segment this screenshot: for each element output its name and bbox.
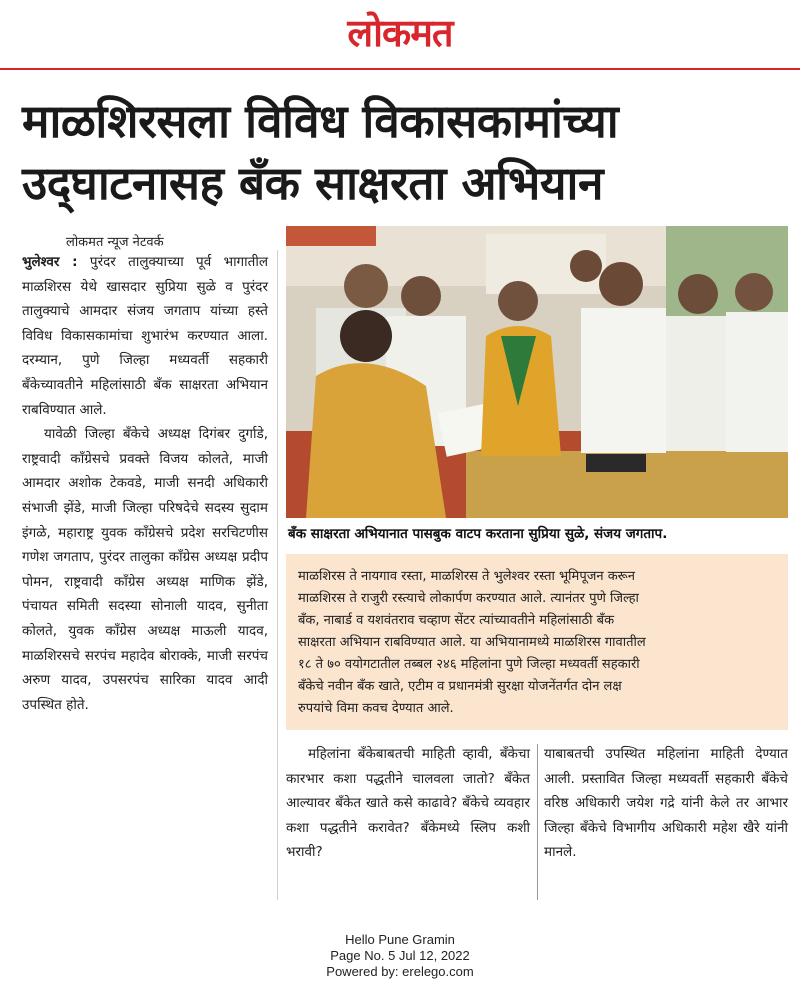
article-paragraph-1 bbox=[22, 250, 268, 422]
newspaper-logo: लोकमत bbox=[347, 11, 453, 55]
news-photo-illustration bbox=[286, 226, 788, 518]
page-footer bbox=[0, 932, 800, 980]
column-divider bbox=[537, 744, 538, 900]
highlight-line: बँकेचे नवीन बँक खाते, एटीम व प्रधानमंत्री सुरक्षा योजनेंतर्गत दोन लक्ष bbox=[298, 679, 622, 694]
article-paragraph-2: यावेळी जिल्हा बँकेचे अध्यक्ष दिगंबर दुर्गाडे, राष्ट्रवादी काँग्रेसचे प्रवक्ते विजय कोलते, माजी आमदार अशोक टेकवडे, माजी सनदी अधिकारी संभाजी झेंडे, माजी जिल्हा परिषदेचे सदस्य सुदाम इंगळे, महाराष्ट्र युवक काँग्रेसचे प्रदेश सरचिटणीस गणेश जगताप, पुरंदर तालुका काँग्रेस अध्यक्ष प्रदीप पोमन, राष्ट्रवादी काँग्रेस अध्यक्ष माणिक झेंडे, पंचायत समिती सदस्या सोनाली यादव, सुनीता कोलते, युवक काँग्रेस अध्यक्ष माऊली यादव, माळशिरसचे सरपंच महादेव बोराक्के, माजी सरपंच अरुण यादव, उपसरपंच सारिका यादव आदी उपस्थित होते. bbox=[22, 426, 268, 713]
highlight-box bbox=[286, 554, 788, 730]
footer-powered-by: Powered by: erelego.com bbox=[326, 964, 474, 979]
highlight-line: साक्षरता अभियान राबविण्यात आले. या अभियानामध्ये माळशिरस गावातील bbox=[298, 635, 646, 650]
highlight-line: १८ ते ७० वयोगटातील तब्बल २४६ महिलांना पुणे जिल्हा मध्यवर्ती सहकारी bbox=[298, 657, 640, 672]
article-paragraph-3: महिलांना बँकेबाबतची माहिती व्हावी, बँकेचा कारभार कशा पद्धतीने चालवला जातो? बँकेत आल्यावर बँकेत खाते कसे काढावे? बँकेचे व्यवहार कशा पद्धतीने करावेत? बँकेमध्ये स्लिप कशी भरावी? bbox=[286, 746, 530, 861]
highlight-line: बँक, नाबार्ड व यशवंतराव चव्हाण सेंटर त्यांच्यावतीने महिलांसाठी बँक bbox=[298, 613, 615, 628]
headline-line-2: उद्‌घाटनासह बँक साक्षरता अभियान bbox=[22, 156, 603, 210]
highlight-line: रुपयांचे विमा कवच देण्यात आले. bbox=[298, 701, 454, 716]
masthead bbox=[0, 0, 800, 70]
column-divider bbox=[277, 250, 278, 900]
footer-edition: Hello Pune Gramin bbox=[345, 932, 455, 947]
news-photo bbox=[286, 226, 788, 518]
photo-caption: बँक साक्षरता अभियानात पासबुक वाटप करताना सुप्रिया सुळे, संजय जगताप. bbox=[288, 526, 668, 542]
article-left-column bbox=[22, 250, 268, 717]
highlight-line: माळशिरस ते राजुरी रस्त्याचे लोकार्पण करण्यात आले. त्यानंतर पुणे जिल्हा bbox=[298, 591, 639, 606]
article-paragraph-4: याबाबतची उपस्थित महिलांना माहिती देण्यात आली. प्रस्तावित जिल्हा मध्यवर्ती सहकारी बँकेचे वरिष्ठ अधिकारी जयेश गद्रे यांनी केले तर आभार जिल्हा बँकेचे विभागीय अधिकारी महेश खैरे यांनी मानले. bbox=[544, 746, 788, 861]
headline-line-1: माळशिरसला विविध विकासकामांच्या bbox=[22, 94, 619, 148]
headline bbox=[22, 90, 782, 214]
article-right-column bbox=[544, 742, 788, 865]
article-paragraph-1-text: पुरंदर तालुक्याच्या पूर्व भागातील माळशिरस येथे खासदार सुप्रिया सुळे व पुरंदर तालुक्याचे आमदार संजय जगताप यांच्या हस्ते विविध विकासकामांचा शुभारंभ करण्यात आला. दरम्यान, पुणे जिल्हा मध्यवर्ती सहकारी बँकेच्यावतीने महिलांसाठी बँक साक्षरता अभियान राबविण्यात आले. bbox=[22, 254, 269, 418]
dateline: भुलेश्वर : bbox=[22, 254, 78, 270]
highlight-line: माळशिरस ते नायगाव रस्ता, माळशिरस ते भुलेश्वर रस्ता भूमिपूजन करून bbox=[298, 569, 635, 584]
byline: लोकमत न्यूज नेटवर्क bbox=[66, 235, 164, 250]
footer-page-date: Page No. 5 Jul 12, 2022 bbox=[330, 948, 470, 963]
article-middle-column bbox=[286, 742, 530, 865]
